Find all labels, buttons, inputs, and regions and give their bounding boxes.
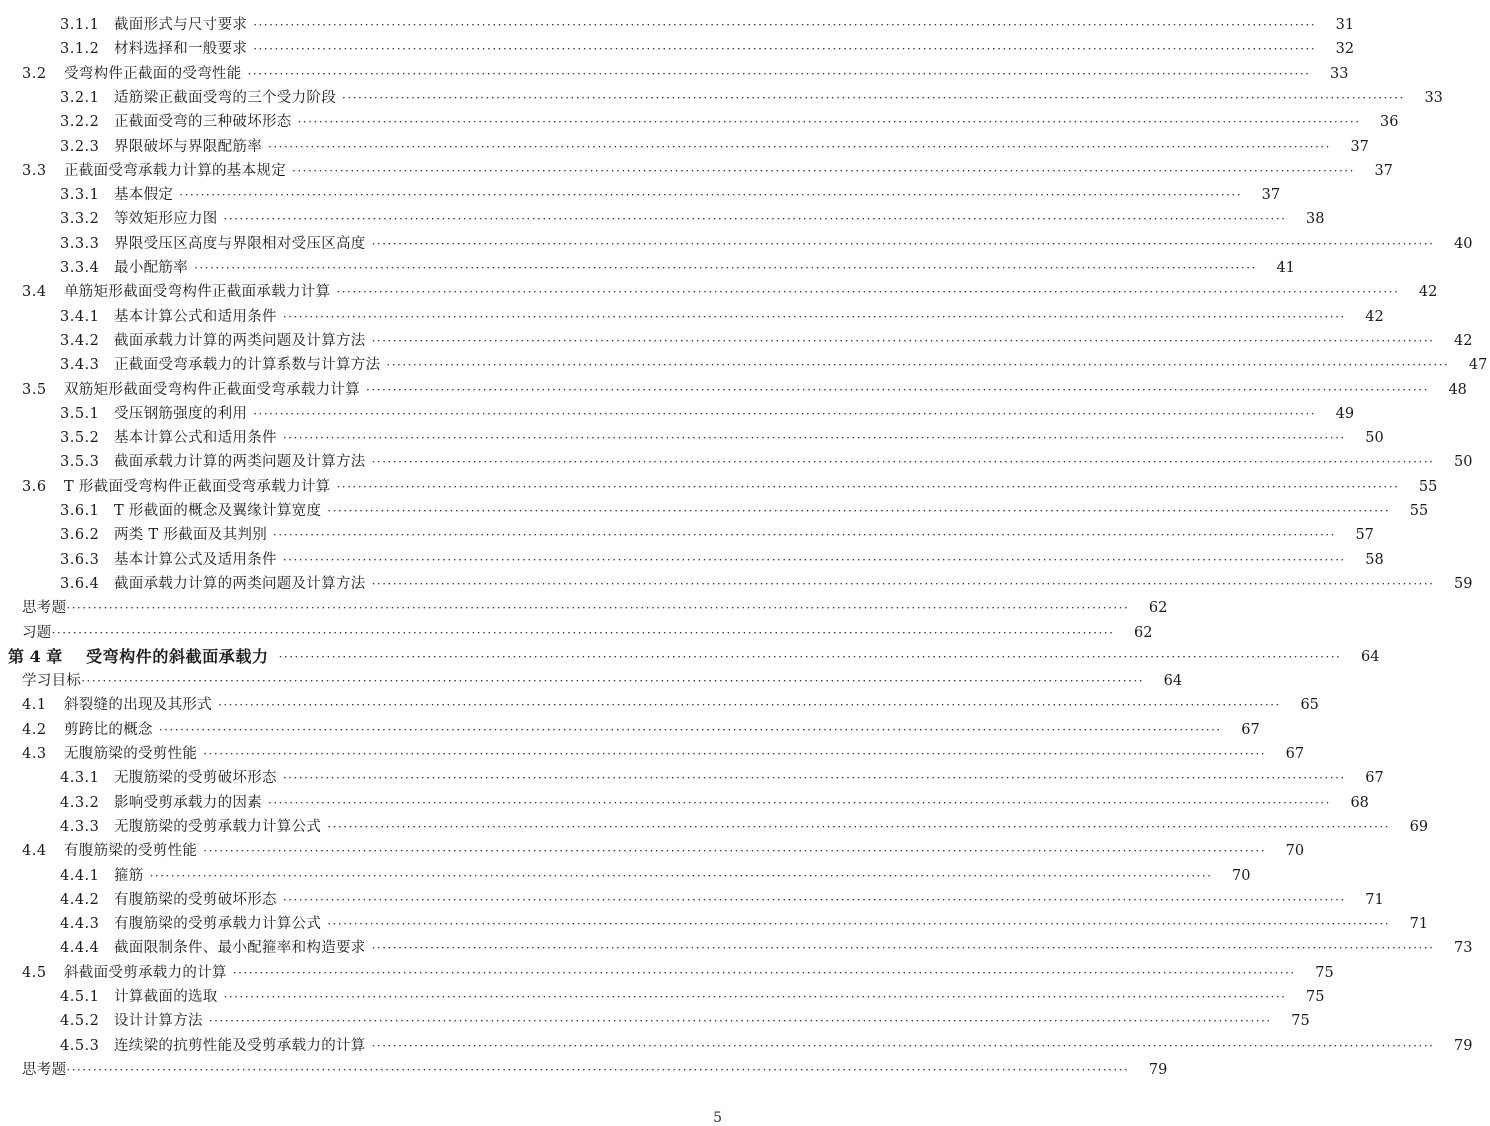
toc-entry-title: 截面限制条件、最小配箍率和构造要求 [114, 940, 366, 957]
toc-entry-title: 最小配筋率 [114, 260, 188, 276]
toc-leader-dots: ········································································································································································································ [253, 406, 1317, 421]
toc-entry-number: 3.2 [22, 65, 47, 82]
page-number: 5 [713, 1110, 722, 1126]
toc-entry-title: 计算截面的选取 [114, 989, 218, 1005]
toc-entry-heading [0, 40, 247, 58]
toc-entry [0, 885, 1384, 909]
toc-entry-page: 79 [1148, 1061, 1168, 1078]
toc-leader-dots: ········································································································································································································ [278, 649, 1342, 664]
toc-entry-heading [0, 186, 173, 204]
toc-entry-number: 4.3.2 [60, 794, 100, 811]
toc-entry-number: 3.3 [22, 162, 47, 179]
toc-leader-dots: ········································································································································································································ [208, 1014, 1272, 1029]
toc-entry [0, 204, 1325, 228]
toc-entry-page: 62 [1134, 624, 1153, 641]
toc-entry-page: 33 [1424, 89, 1443, 106]
toc-entry [0, 909, 1429, 933]
toc-entry-page: 62 [1148, 600, 1168, 617]
toc-entry-title: 基本假定 [114, 187, 174, 204]
toc-leader-dots: ········································································································································································································ [273, 528, 1336, 543]
toc-entry [0, 59, 1349, 83]
toc-entry-page: 71 [1409, 916, 1429, 933]
toc-leader-dots: ········································································································································································································ [342, 90, 1405, 105]
toc-entry [0, 1006, 1310, 1030]
toc-entry-heading [0, 381, 360, 399]
toc-entry-title: 截面承载力计算的两类问题及计算方法 [114, 454, 366, 471]
toc-leader-dots: ········································································································································································································ [81, 674, 1145, 689]
toc-entry-page: 67 [1285, 746, 1305, 762]
toc-entry-heading [0, 696, 212, 714]
toc-leader-dots: ········································································································································································································ [282, 309, 1346, 324]
toc-entry [0, 447, 1473, 471]
toc-entry [0, 812, 1429, 836]
toc-entry-page: 71 [1365, 891, 1384, 908]
toc-entry-heading [0, 624, 52, 642]
toc-entry-page: 42 [1365, 308, 1384, 325]
toc-entry [0, 253, 1295, 277]
toc-entry [0, 1055, 1168, 1079]
toc-entry [0, 763, 1384, 787]
toc-entry [0, 690, 1319, 714]
toc-entry-number: 3.6.4 [60, 575, 100, 592]
toc-leader-dots: ········································································································································································································ [203, 844, 1267, 859]
toc-entry [0, 739, 1305, 763]
toc-entry-page: 50 [1454, 454, 1473, 471]
toc-entry-number: 3.4.2 [60, 332, 100, 349]
toc-entry-title: 受弯构件的斜截面承载力 [86, 646, 269, 666]
toc-entry-heading [0, 89, 336, 107]
toc-leader-dots: ········································································································································································································ [297, 115, 1361, 130]
toc-leader-dots: ········································································································································································································ [179, 188, 1243, 203]
toc-entry-title: 基本计算公式和适用条件 [114, 430, 277, 447]
toc-entry-title: 材料选择和一般要求 [114, 41, 248, 58]
toc-entry-title: 受压钢筋强度的利用 [114, 405, 248, 422]
toc-entry-number: 4.3 [22, 746, 47, 762]
toc-entry-number: 4.5.2 [60, 1013, 100, 1030]
toc-leader-dots: ········································································································································································································ [371, 455, 1435, 470]
toc-leader-dots: ········································································································································································································ [371, 333, 1435, 348]
toc-entry-title: 连续梁的抗剪性能及受剪承载力的计算 [114, 1037, 366, 1054]
toc-entry-title: 双筋矩形截面受弯构件正截面受弯承载力计算 [64, 381, 360, 398]
toc-entry-heading [0, 138, 262, 156]
toc-entry-title: 界限受压区高度与界限相对受压区高度 [114, 235, 366, 252]
toc-entry-heading [0, 745, 197, 763]
toc-entry-page: 42 [1418, 284, 1438, 301]
toc-entry-title: T 形截面受弯构件正截面受弯承载力计算 [64, 478, 331, 495]
toc-leader-dots: ········································································································································································································ [386, 358, 1450, 373]
toc-entry-page: 31 [1335, 17, 1355, 33]
toc-entry [0, 982, 1325, 1006]
toc-entry-title: 界限破坏与界限配筋率 [114, 138, 262, 155]
toc-entry [0, 715, 1260, 739]
toc-leader-dots: ········································································································································································································ [327, 819, 1391, 834]
toc-entry-number: 3.2.1 [60, 89, 100, 106]
toc-entry [0, 958, 1334, 982]
toc-entry-title: 等效矩形应力图 [114, 211, 218, 228]
toc-entry-heading [0, 1061, 66, 1079]
toc-entry [0, 836, 1305, 860]
toc-entry-page: 40 [1454, 235, 1473, 252]
toc-entry [0, 472, 1438, 496]
toc-entry-heading [0, 794, 262, 812]
toc-entry [0, 277, 1438, 301]
toc-entry-heading [0, 1012, 203, 1030]
toc-entry-page: 33 [1330, 65, 1349, 82]
toc-entry-number: 4.2 [22, 721, 47, 738]
toc-entry-title: 思考题 [22, 600, 67, 617]
toc-entry-title: 学习目标 [22, 673, 82, 690]
toc-entry-number: 第 4 章 [8, 646, 63, 666]
toc-entry-number: 3.5.2 [60, 430, 100, 447]
toc-entry-heading [0, 867, 144, 885]
toc-leader-dots: ········································································································································································································ [292, 163, 1355, 178]
toc-entry-page: 69 [1409, 818, 1429, 835]
toc-entry-number: 3.3.1 [60, 187, 100, 204]
toc-entry [0, 229, 1473, 253]
toc-entry [0, 83, 1443, 107]
toc-entry-page: 67 [1365, 770, 1384, 787]
toc-entry [0, 34, 1355, 58]
toc-entry-title: 影响受剪承载力的因素 [114, 794, 262, 811]
toc-entry-number: 4.3.3 [60, 818, 100, 835]
toc-entry-heading [0, 478, 330, 496]
toc-entry-number: 4.3.1 [60, 770, 100, 787]
toc-entry-heading [0, 502, 321, 520]
toc-entry-number: 3.5.1 [60, 405, 100, 422]
toc-entry [0, 933, 1473, 957]
toc-entry-page: 70 [1285, 843, 1305, 860]
toc-entry-heading [0, 113, 292, 131]
toc-leader-dots: ········································································································································································································ [247, 66, 1311, 81]
toc-leader-dots: ········································································································································································································ [149, 868, 1213, 883]
toc-leader-dots: ········································································································································································································ [366, 382, 1429, 397]
toc-leader-dots: ········································································································································································································ [371, 941, 1435, 956]
toc-entry-number: 3.6 [22, 478, 47, 495]
toc-entry-title: 截面形式与尺寸要求 [114, 17, 248, 33]
toc-leader-dots: ········································································································································································································ [253, 42, 1317, 57]
toc-leader-dots: ········································································································································································································ [282, 771, 1346, 786]
toc-entry-title: 无腹筋梁的受剪承载力计算公式 [114, 818, 322, 835]
toc-entry-heading [0, 818, 321, 836]
toc-entry-title: 无腹筋梁的受剪性能 [64, 746, 198, 762]
toc-entry-number: 3.4 [22, 284, 47, 301]
toc-entry-title: 设计计算方法 [114, 1013, 203, 1030]
toc-entry-number: 3.2.3 [60, 138, 100, 155]
toc-entry-title: 箍筋 [114, 867, 144, 884]
toc-entry-heading [0, 551, 277, 569]
toc-entry-title: 斜裂缝的出现及其形式 [64, 697, 212, 714]
toc-entry [0, 107, 1399, 131]
toc-entry-page: 38 [1306, 211, 1325, 228]
toc-entry-number: 4.5 [22, 964, 47, 981]
toc-leader-dots: ········································································································································································································ [268, 139, 1331, 154]
toc-entry-page: 41 [1276, 260, 1295, 276]
toc-entry-number: 3.5.3 [60, 454, 100, 471]
toc-entry-title: 受弯构件正截面的受弯性能 [64, 65, 242, 82]
toc-entry-number: 3.1.1 [60, 17, 100, 33]
toc-entry-title: 思考题 [22, 1061, 67, 1078]
toc-entry-number: 3.3.3 [60, 235, 100, 252]
toc-chapter-entry [0, 642, 1380, 666]
toc-leader-dots: ········································································································································································································ [203, 747, 1267, 761]
toc-entry [0, 326, 1473, 350]
toc-entry-number: 3.4.3 [60, 357, 100, 374]
toc-entry-page: 49 [1335, 405, 1355, 422]
toc-entry-heading [0, 964, 227, 982]
toc-entry-heading [0, 988, 218, 1006]
toc-entry-heading [0, 526, 267, 544]
toc-entry-page: 59 [1454, 575, 1473, 592]
toc-entry [0, 132, 1369, 156]
toc-entry-heading [0, 842, 197, 860]
toc-entry [0, 788, 1369, 812]
toc-entry [0, 302, 1384, 326]
toc-entry-number: 4.5.1 [60, 989, 100, 1005]
toc-entry-title: 有腹筋梁的受剪承载力计算公式 [114, 916, 322, 933]
toc-entry-page: 68 [1350, 794, 1369, 811]
toc-entry [0, 496, 1429, 520]
toc-entry-page: 55 [1409, 503, 1429, 519]
toc-leader-dots: ········································································································································································································ [218, 698, 1281, 713]
toc-entry-title: 正截面受弯承载力的计算系数与计算方法 [114, 357, 381, 374]
toc-entry-heading [0, 599, 66, 617]
toc-entry-page: 37 [1350, 138, 1369, 155]
toc-leader-dots: ········································································································································································································ [158, 722, 1222, 737]
toc-entry-heading [0, 16, 247, 34]
toc-entry-page: 36 [1380, 114, 1399, 131]
toc-entry-page: 47 [1468, 357, 1488, 374]
toc-entry-page: 42 [1454, 332, 1473, 349]
toc-entry [0, 375, 1467, 399]
toc-entry-heading [0, 332, 366, 350]
toc-entry [0, 593, 1168, 617]
toc-entry-title: 适筋梁正截面受弯的三个受力阶段 [114, 89, 336, 106]
toc-entry-title: 正截面受弯的三种破坏形态 [114, 114, 292, 131]
toc-leader-dots: ········································································································································································································ [253, 18, 1317, 32]
toc-leader-dots: ········································································································································································································ [371, 576, 1435, 591]
toc-entry-number: 3.1.2 [60, 41, 100, 58]
toc-leader-dots: ········································································································································································································ [282, 552, 1346, 567]
toc-entry-heading [0, 769, 277, 787]
toc-entry-page: 48 [1448, 381, 1467, 398]
toc-leader-dots: ········································································································································································································ [327, 917, 1391, 932]
toc-entry-heading [0, 405, 247, 423]
toc-entry-heading [0, 356, 380, 374]
toc-entry [0, 156, 1393, 180]
toc-entry-title: 有腹筋梁的受剪破坏形态 [114, 891, 277, 908]
toc-leader-dots: ········································································································································································································ [51, 625, 1115, 640]
toc-entry-page: 58 [1365, 551, 1384, 568]
toc-entry [0, 350, 1488, 374]
toc-entry-title: 正截面受弯承载力计算的基本规定 [64, 162, 286, 179]
toc-entry-heading [0, 891, 277, 909]
toc-entry [0, 861, 1251, 885]
toc-entry-title: 习题 [22, 624, 52, 641]
toc-entry [0, 545, 1384, 569]
toc-entry-number: 4.4 [22, 843, 47, 860]
toc-entry-number: 3.2.2 [60, 114, 100, 131]
toc-leader-dots: ········································································································································································································ [336, 285, 1400, 300]
toc-leader-dots: ········································································································································································································ [282, 892, 1346, 907]
toc-entry-title: 单筋矩形截面受弯构件正截面承载力计算 [64, 284, 331, 301]
toc-leader-dots: ········································································································································································································ [194, 261, 1257, 275]
toc-entry-title: 截面承载力计算的两类问题及计算方法 [114, 332, 366, 349]
toc-entry-heading [0, 721, 153, 739]
toc-entry-number: 4.4.2 [60, 891, 100, 908]
toc-entry-number: 4.4.4 [60, 940, 100, 957]
toc-leader-dots: ········································································································································································································ [371, 236, 1435, 251]
toc-entry-number: 4.4.1 [60, 867, 100, 884]
toc-entry-heading [0, 575, 366, 593]
toc-leader-dots: ········································································································································································································ [223, 990, 1287, 1004]
toc-leader-dots: ········································································································································································································ [232, 965, 1296, 980]
toc-entry [0, 520, 1374, 544]
toc-entry-title: 截面承载力计算的两类问题及计算方法 [114, 575, 366, 592]
toc-entry-page: 73 [1454, 940, 1473, 957]
toc-entry-number: 3.3.2 [60, 211, 100, 228]
toc-entry [0, 666, 1183, 690]
toc-entry-heading [0, 672, 81, 690]
toc-entry-title: 有腹筋梁的受剪性能 [64, 843, 198, 860]
toc-entry-number: 3.5 [22, 381, 47, 398]
toc-entry [0, 569, 1473, 593]
toc-entry [0, 10, 1355, 34]
toc-entry-heading [0, 648, 269, 666]
toc-entry-page: 64 [1361, 648, 1380, 665]
toc-entry-page: 75 [1315, 964, 1334, 981]
toc-leader-dots: ········································································································································································································ [66, 1062, 1130, 1077]
toc-entry-page: 75 [1291, 1013, 1310, 1030]
toc-entry-heading [0, 453, 366, 471]
toc-leader-dots: ········································································································································································································ [282, 431, 1346, 446]
toc-entry-page: 32 [1335, 41, 1355, 58]
toc-entry-number: 3.3.4 [60, 260, 100, 276]
toc-entry-page: 57 [1355, 527, 1374, 544]
toc-leader-dots: ········································································································································································································ [66, 601, 1130, 616]
toc-entry [0, 423, 1384, 447]
toc-entry-title: 基本计算公式及适用条件 [114, 551, 277, 568]
toc-entry-heading [0, 308, 277, 326]
toc-entry-heading [0, 429, 277, 447]
toc-entry-page: 37 [1374, 162, 1393, 179]
toc-entry-page: 37 [1261, 187, 1281, 204]
toc-entry-heading [0, 283, 330, 301]
toc-leader-dots: ········································································································································································································ [371, 1038, 1435, 1053]
toc-entry-number: 3.6.2 [60, 527, 100, 544]
toc-entry-number: 3.6.1 [60, 503, 100, 519]
toc-entry-number: 4.4.3 [60, 916, 100, 933]
toc-leader-dots: ········································································································································································································ [327, 504, 1391, 518]
toc-entry-page: 50 [1365, 430, 1384, 447]
toc-entry-title: 剪跨比的概念 [64, 721, 153, 738]
toc-entry-number: 3.4.1 [60, 308, 100, 325]
toc-entry-page: 67 [1241, 721, 1260, 738]
toc-entry-number: 4.5.3 [60, 1037, 100, 1054]
toc-leader-dots: ········································································································································································································ [268, 795, 1331, 810]
toc-entry-page: 70 [1232, 867, 1251, 884]
toc-entry-title: T 形截面的概念及翼缘计算宽度 [114, 503, 322, 519]
toc-entry-heading [0, 210, 218, 228]
toc-entry-heading [0, 259, 188, 277]
toc-entry-title: 基本计算公式和适用条件 [114, 308, 277, 325]
toc-entry-heading [0, 65, 242, 83]
toc-entry-page: 79 [1454, 1037, 1473, 1054]
toc-entry-page: 55 [1418, 478, 1438, 495]
toc-entry [0, 180, 1281, 204]
toc-entry-heading [0, 235, 366, 253]
toc-entry-page: 65 [1300, 697, 1319, 714]
toc-entry-page: 64 [1163, 673, 1183, 690]
toc-entry-title: 两类 T 形截面及其判别 [114, 527, 267, 544]
toc-leader-dots: ········································································································································································································ [336, 479, 1400, 494]
toc-entry-number: 3.6.3 [60, 551, 100, 568]
toc-entry-heading [0, 1037, 366, 1055]
toc-entry-heading [0, 162, 286, 180]
toc-entry-number: 4.1 [22, 697, 47, 714]
toc-leader-dots: ········································································································································································································ [223, 212, 1287, 227]
toc-entry-heading [0, 939, 366, 957]
toc-entry [0, 618, 1153, 642]
toc-entry-heading [0, 915, 321, 933]
toc-entry [0, 1031, 1473, 1055]
toc-entry-page: 75 [1306, 989, 1325, 1005]
toc-entry [0, 399, 1355, 423]
toc-entry-title: 斜截面受剪承载力的计算 [64, 964, 227, 981]
toc-entry-title: 无腹筋梁的受剪破坏形态 [114, 770, 277, 787]
